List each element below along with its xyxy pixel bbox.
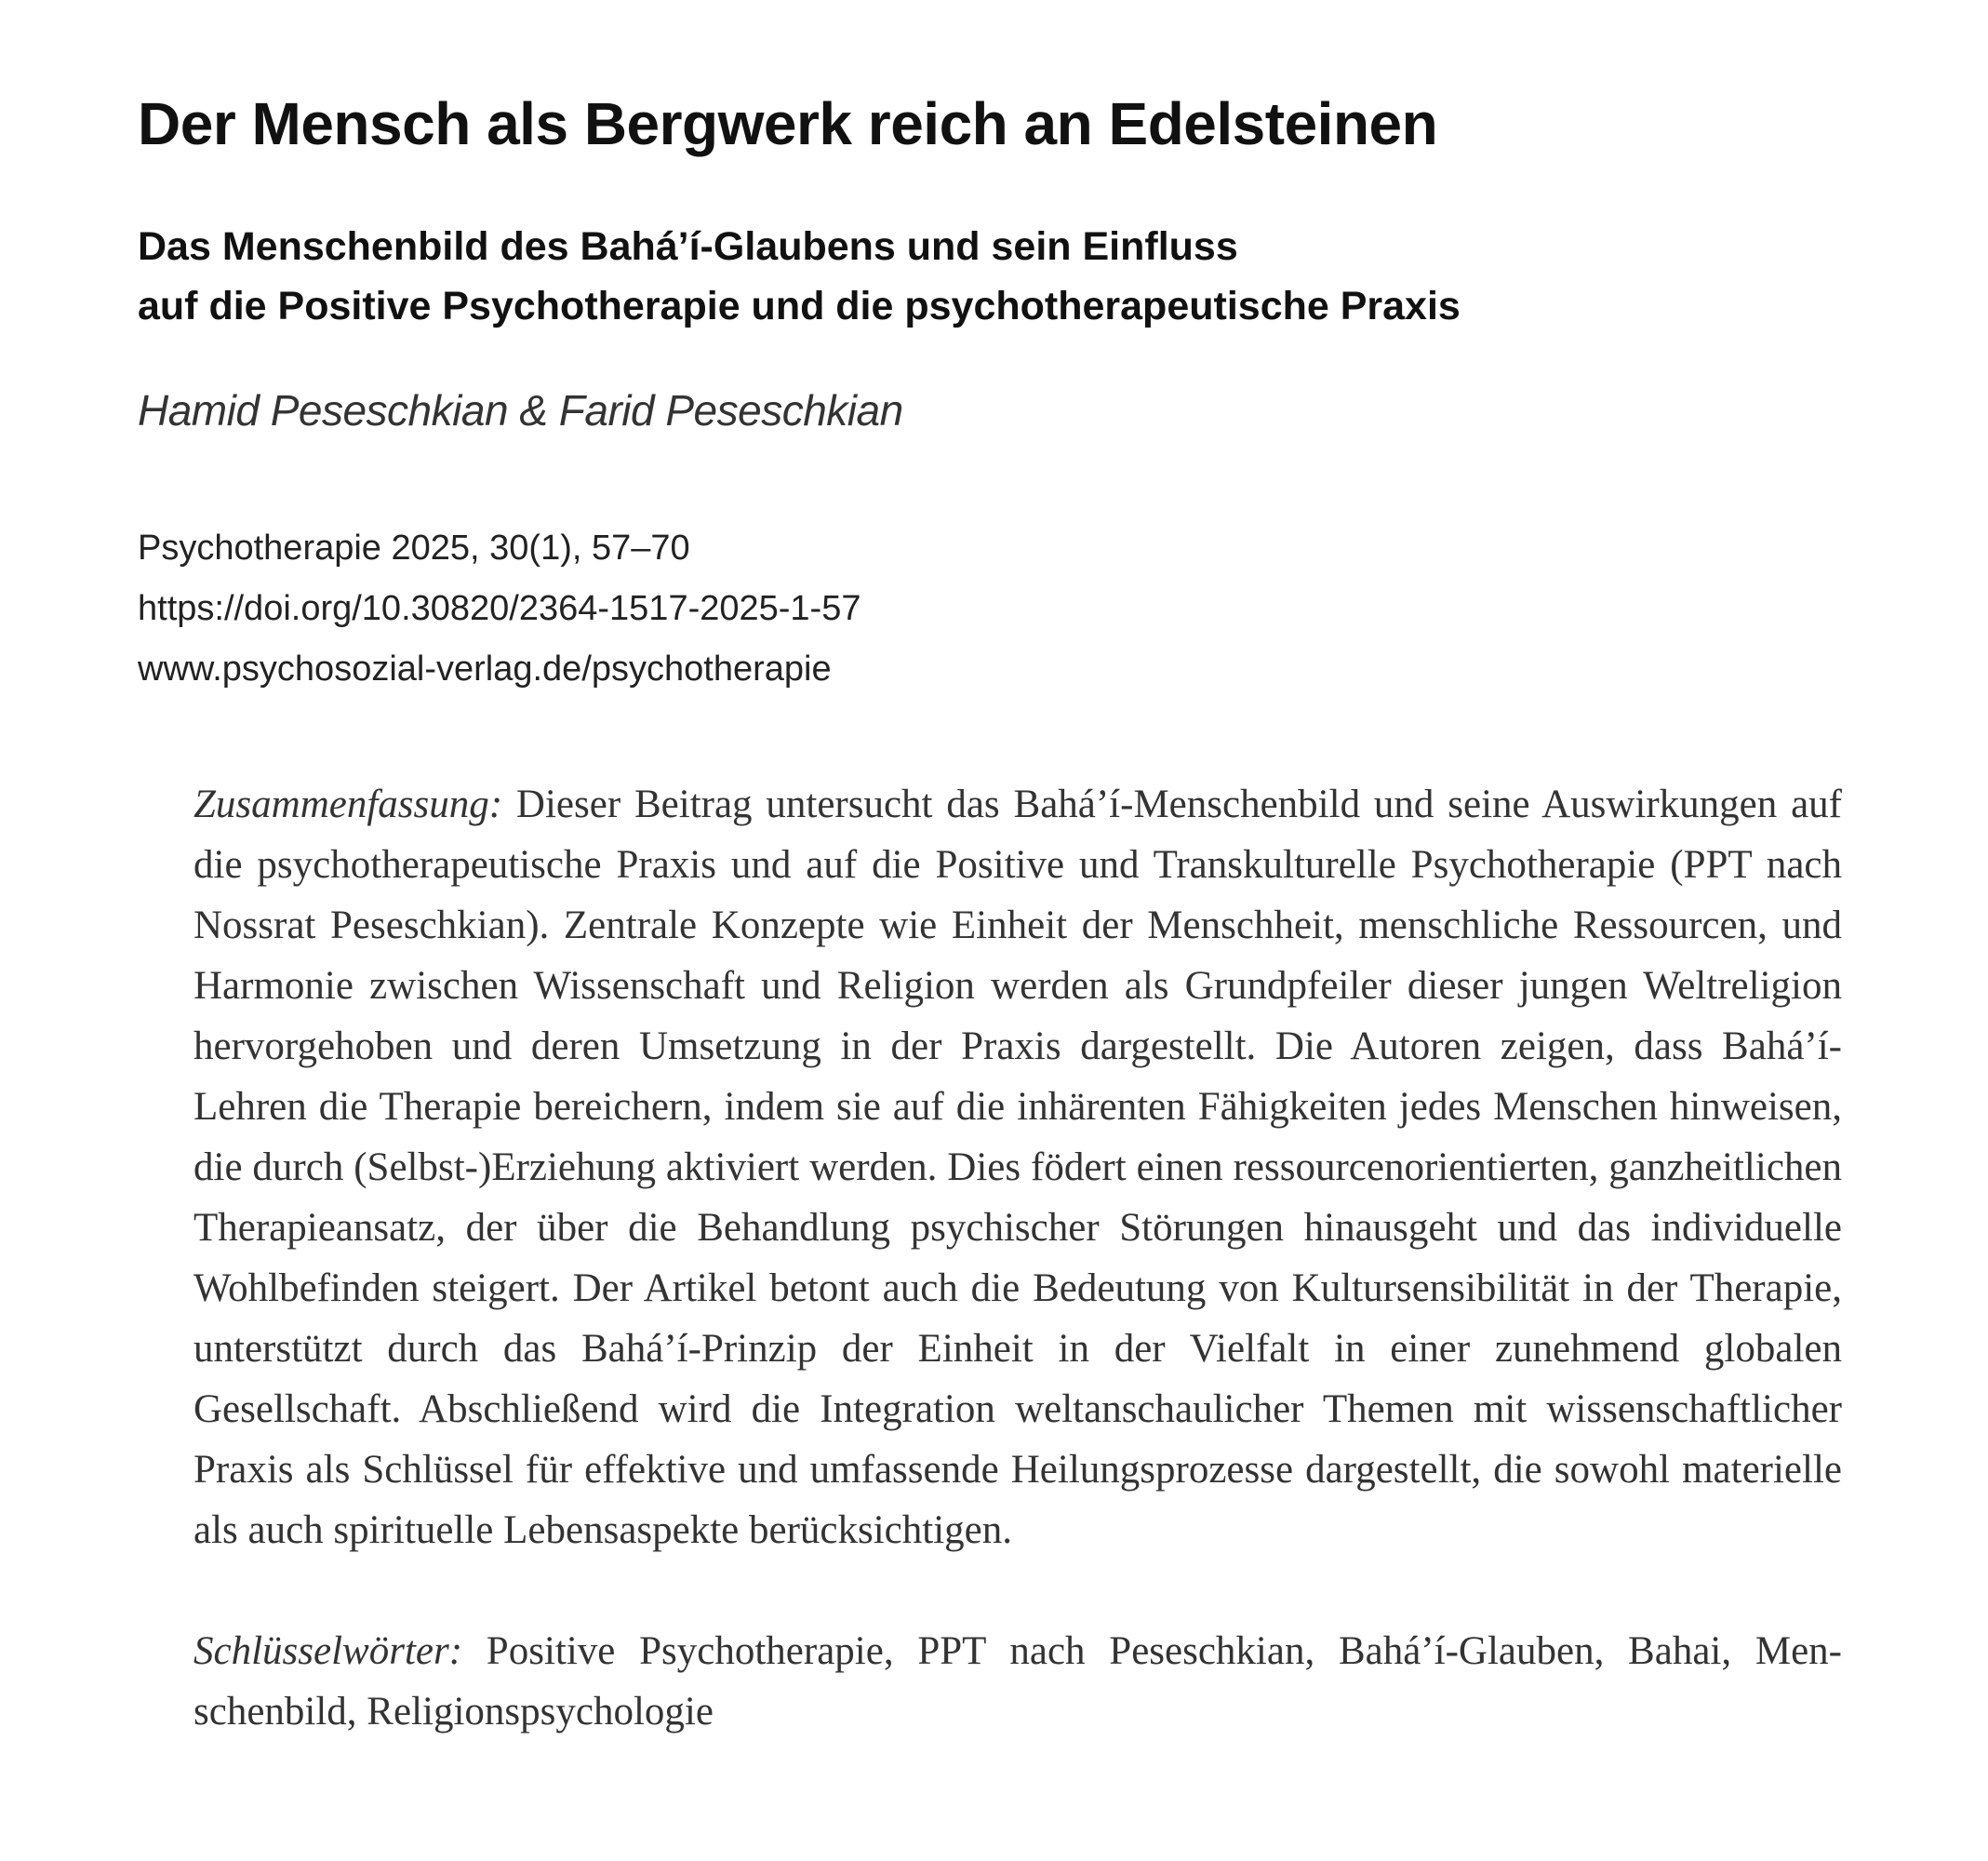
abstract-section — [193, 774, 1842, 1742]
article-header — [138, 88, 1859, 700]
abstract-paragraph — [193, 774, 1842, 1560]
abstract-text: Dieser Beitrag untersucht das Bahá’í-Menschenbild und seine Auswirkungen auf die psychotherapeutische Praxis und auf die Positive und Transkulturelle Psychotherapie (PPT nach Nossrat Peseschkian). Zentrale Konzepte wie Einheit der Menschheit, menschliche Ressourcen, und Harmonie zwischen Wissenschaft und Religion werden als Grundpfeiler dieser jungen Weltreligion hervorgehoben und deren Umsetzung in der Praxis dargestellt. Die Autoren zeigen, dass Bahá’í-Lehren die Therapie bereichern, indem sie auf die inhärenten Fähigkeiten jedes Menschen hinweisen, die durch (Selbst-)Erziehung aktiviert werden. Dies födert einen ressourcenorientierten, ganzheitlichen Therapieansatz, der über die Behandlung psychischer Störungen hinausgeht und das individuelle Wohlbefinden steigert. Der Artikel betont auch die Bedeutung von Kultursensibilität in der Therapie, unterstützt durch das Bahá’í-Prinzip der Einheit in der Vielfalt in einer zunehmend globalen Gesellschaft. Abschließend wird die Integration weltanschaulicher Themen mit wissenschaftlicher Praxis als Schlüssel für effektive und umfassende Heilungsprozesse dargestellt, die sowohl materielle als auch spirituelle Lebensaspekte berücksichtigen. — [193, 783, 1842, 1552]
publication-info — [138, 518, 1859, 700]
subtitle-line-1: Das Menschenbild des Bahá’í-Glaubens und sein Einfluss — [138, 224, 1238, 269]
keywords-text: Positive Psychotherapie, PPT nach Peseschkian, Bahá’í-Glauben, Bahai, Menschenbild, Religionspsychologie — [193, 1629, 1842, 1734]
article-title: Der Mensch als Bergwerk reich an Edelsteinen — [138, 90, 1438, 157]
article-authors: Hamid Peseschkian & Farid Peseschkian — [138, 386, 903, 435]
website-link[interactable]: www.psychosozial-verlag.de/psychotherapie — [138, 649, 832, 689]
subtitle-line-2: auf die Positive Psychotherapie und die psychotherapeutische Praxis — [138, 284, 1461, 328]
article-subtitle — [138, 217, 1859, 336]
keywords-label: Schlüsselwörter: — [193, 1629, 463, 1673]
keywords-paragraph — [193, 1621, 1842, 1742]
citation: Psychotherapie 2025, 30(1), 57–70 — [138, 529, 690, 568]
doi-link[interactable]: https://doi.org/10.30820/2364-1517-2025-1-57 — [138, 589, 861, 628]
abstract-label: Zusammenfassung: — [193, 783, 503, 826]
